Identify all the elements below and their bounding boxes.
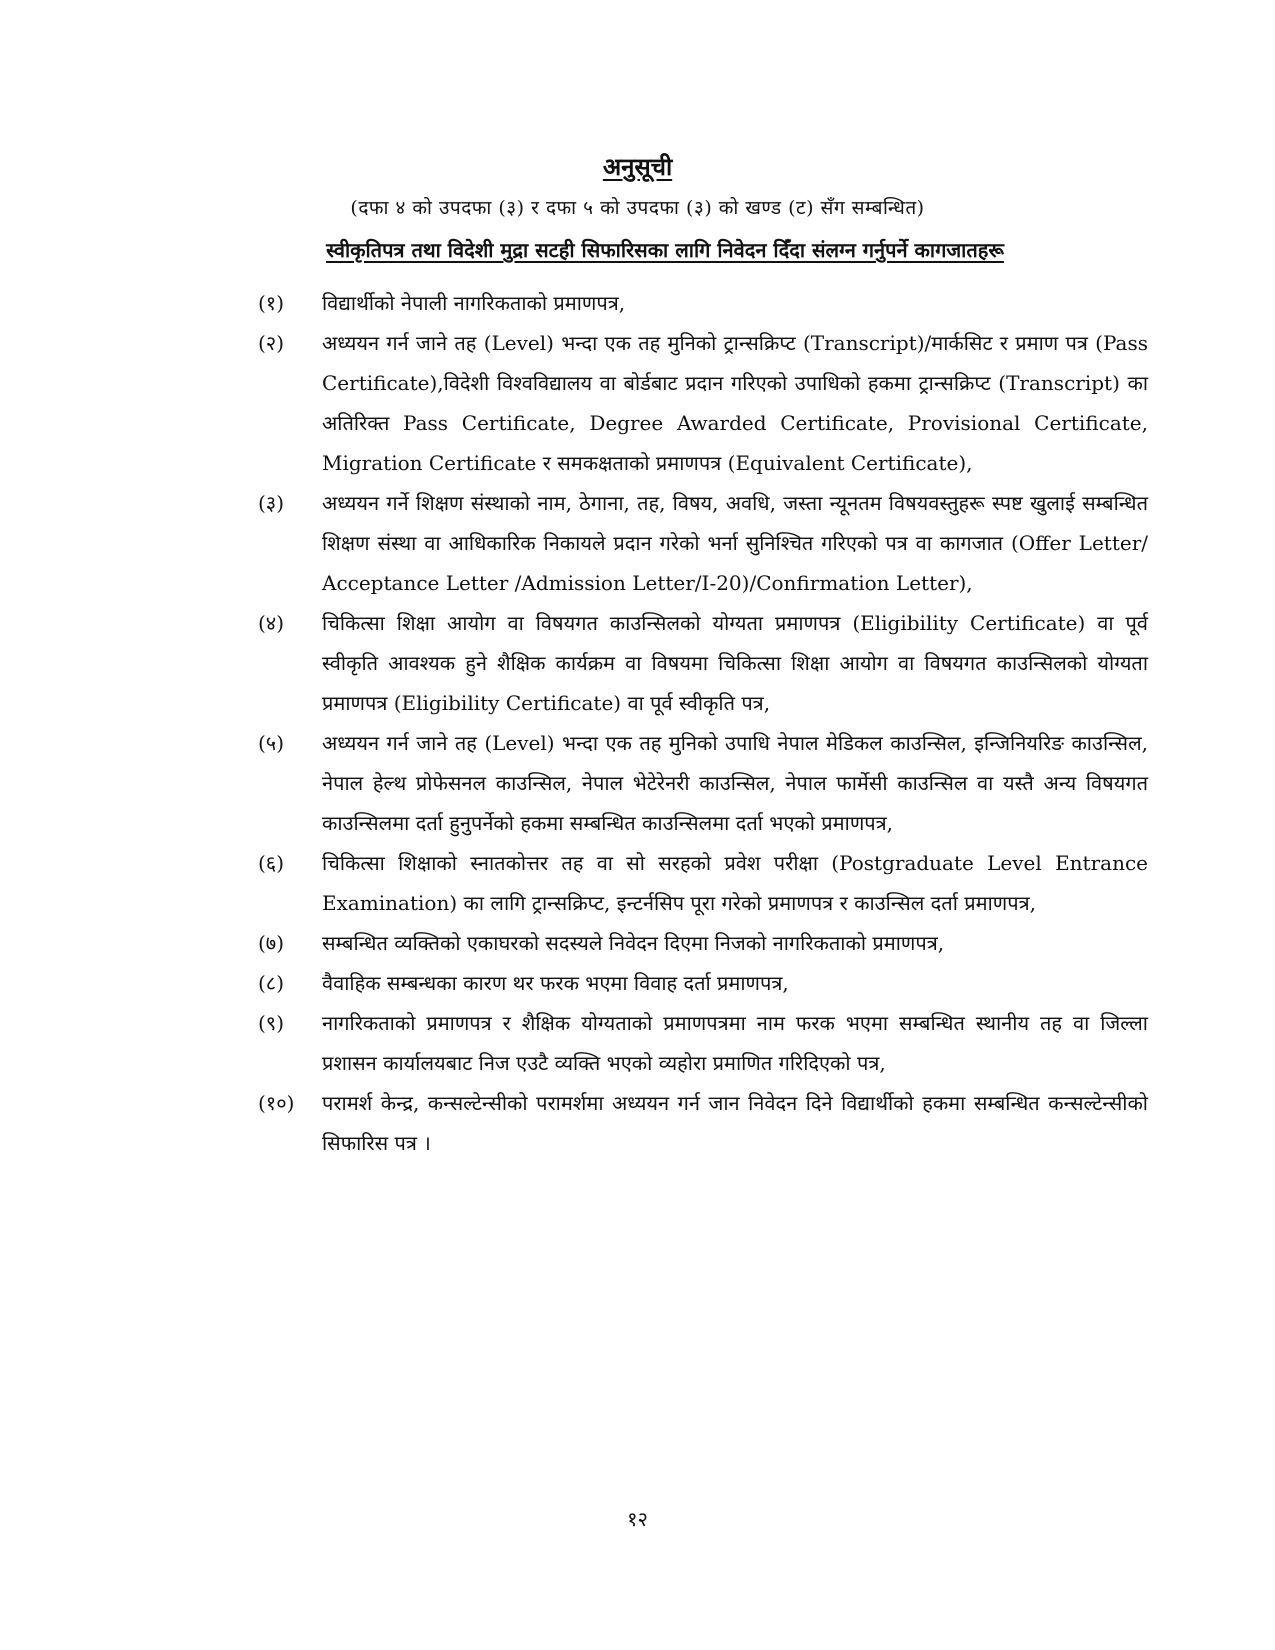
item-number: (९) — [258, 1011, 285, 1035]
item-text: परामर्श केन्द्र, कन्सल्टेन्सीको परामर्शमा अध्ययन गर्न जान निवेदन दिने विद्यार्थीको हकमा सम्बन्धित कन्सल्टेन्सीको सिफारिस पत्र । — [322, 1091, 1148, 1155]
list-item — [258, 603, 1148, 723]
item-text: वैवाहिक सम्बन्धका कारण थर फरक भएमा विवाह दर्ता प्रमाणपत्र, — [322, 971, 789, 995]
section-heading: स्वीकृतिपत्र तथा विदेशी मुद्रा सटही सिफारिसका लागि निवेदन दिँदा संलग्न गर्नुपर्ने कागजातहरू — [326, 238, 1004, 262]
item-number: (३) — [258, 491, 285, 515]
item-text: चिकित्सा शिक्षा आयोग वा विषयगत काउन्सिलको योग्यता प्रमाणपत्र (Eligibility Certificate) वा पूर्व स्वीकृति आवश्यक हुने शैक्षिक कार्यक्रम वा विषयमा चिकित्सा शिक्षा आयोग वा विषयगत काउन्सिलको योग्यता प्रमाणपत्र (Eligibility Certificate) वा पूर्व स्वीकृति पत्र, — [322, 611, 1148, 715]
list-item — [258, 483, 1148, 603]
item-number: (८) — [258, 971, 285, 995]
list-item — [258, 843, 1148, 923]
list-item — [258, 323, 1148, 483]
item-number: (१) — [258, 291, 285, 315]
page-number: १२ — [627, 1507, 648, 1531]
document-title: अनुसूची — [602, 152, 673, 181]
item-number: (५) — [258, 731, 285, 755]
list-item — [258, 963, 1148, 1003]
list-item — [258, 923, 1148, 963]
item-text: चिकित्सा शिक्षाको स्नातकोत्तर तह वा सो सरहको प्रवेश परीक्षा (Postgraduate Level Entrance Examination) का लागि ट्रान्सक्रिप्ट, इन्टर्नसिप पूरा गरेको प्रमाणपत्र र काउन्सिल दर्ता प्रमाणपत्र, — [322, 851, 1148, 915]
item-text: अध्ययन गर्न जाने तह (Level) भन्दा एक तह मुनिको उपाधि नेपाल मेडिकल काउन्सिल, इन्जिनियरिङ काउन्सिल, नेपाल हेल्थ प्रोफेसनल काउन्सिल, नेपाल भेटेरेनरी काउन्सिल, नेपाल फार्मेसी काउन्सिल वा यस्तै अन्य विषयगत काउन्सिलमा दर्ता हुनुपर्नेको हकमा सम्बन्धित काउन्सिलमा दर्ता भएको प्रमाणपत्र, — [322, 731, 1148, 835]
item-text: अध्ययन गर्ने शिक्षण संस्थाको नाम, ठेगाना, तह, विषय, अवधि, जस्ता न्यूनतम विषयवस्तुहरू स्पष्ट खुलाई सम्बन्धित शिक्षण संस्था वा आधिकारिक निकायले प्रदान गरेको भर्ना सुनिश्चित गरिएको पत्र वा कागजात (Offer Letter/ Acceptance Letter /Admission Letter/I-20)/Confirmation Letter), — [322, 491, 1148, 595]
requirements-list — [258, 283, 1148, 1163]
list-item — [258, 1003, 1148, 1083]
item-number: (६) — [258, 851, 285, 875]
list-item — [258, 283, 1148, 323]
item-number: (१०) — [258, 1091, 295, 1115]
item-number: (७) — [258, 931, 285, 955]
list-item — [258, 723, 1148, 843]
item-number: (४) — [258, 611, 285, 635]
item-text: नागरिकताको प्रमाणपत्र र शैक्षिक योग्यताको प्रमाणपत्रमा नाम फरक भएमा सम्बन्धित स्थानीय तह वा जिल्ला प्रशासन कार्यालयबाट निज एउटै व्यक्ति भएको व्यहोरा प्रमाणित गरिदिएको पत्र, — [322, 1011, 1148, 1075]
item-text: सम्बन्धित व्यक्तिको एकाघरको सदस्यले निवेदन दिएमा निजको नागरिकताको प्रमाणपत्र, — [322, 931, 945, 955]
list-item — [258, 1083, 1148, 1163]
item-text: अध्ययन गर्न जाने तह (Level) भन्दा एक तह मुनिको ट्रान्सक्रिप्ट (Transcript)/मार्कसिट र प्रमाण पत्र (Pass Certificate),विदेशी विश्वविद्यालय वा बोर्डबाट प्रदान गरिएको उपाधिको हकमा ट्रान्सक्रिप्ट (Transcript) का अतिरिक्त Pass Certificate, Degree Awarded Certificate, Provisional Certificate, Migration Certificate र समकक्षताको प्रमाणपत्र (Equivalent Certificate), — [322, 331, 1148, 475]
item-text: विद्यार्थीको नेपाली नागरिकताको प्रमाणपत्र, — [322, 291, 626, 315]
item-number: (२) — [258, 331, 285, 355]
document-subtitle: (दफा ४ को उपदफा (३) र दफा ५ को उपदफा (३) को खण्ड (ट) सँग सम्बन्धित) — [350, 197, 925, 219]
